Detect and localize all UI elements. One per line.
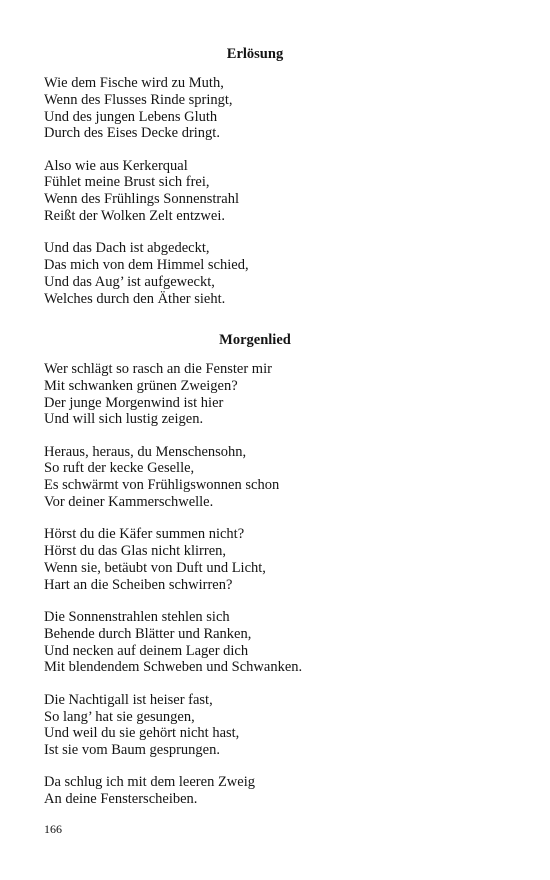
- verse-line: An deine Fensterscheiben.: [44, 791, 198, 808]
- stanza: [44, 526, 504, 593]
- poem-title: Morgenlied: [219, 332, 291, 348]
- verse-line: Das mich von dem Himmel schied,: [44, 257, 249, 274]
- verse-line: Wer schlägt so rasch an die Fenster mir: [44, 361, 272, 377]
- verse-line: Die Nachtigall ist heiser fast,: [44, 691, 213, 708]
- verse-line: Behende durch Blätter und Ranken,: [44, 625, 252, 642]
- verse-line: Fühlet meine Brust sich frei,: [44, 174, 210, 191]
- verse-line: Vor deiner Kammerschwelle.: [44, 494, 214, 511]
- verse-line: Hörst du die Käfer summen nicht?: [44, 526, 245, 543]
- stanza: [44, 774, 504, 808]
- stanza: [44, 361, 504, 428]
- poem-body: [44, 75, 504, 323]
- verse-line: Mit blendendem Schweben und Schwanken.: [44, 659, 303, 676]
- verse-line: Da schlug ich mit dem leeren Zweig: [44, 774, 255, 791]
- verse-line: Reißt der Wolken Zelt entzwei.: [44, 208, 225, 225]
- stanza: [44, 75, 504, 142]
- verse-line: Ist sie vom Baum gesprungen.: [44, 742, 220, 759]
- verse-line: Hörst du das Glas nicht klirren,: [44, 543, 227, 560]
- poem-body: [44, 361, 504, 824]
- stanza: [44, 158, 504, 225]
- verse-line: Und weil du sie gehört nicht hast,: [44, 725, 240, 742]
- verse-line: Mit schwanken grünen Zweigen?: [44, 377, 238, 394]
- verse-line: So lang’ hat sie gesungen,: [44, 708, 195, 725]
- stanza: [44, 692, 504, 759]
- stanza: [44, 240, 504, 307]
- verse-line: Es schwärmt von Frühligswonnen schon: [44, 477, 280, 494]
- verse-line: Wenn des Flusses Rinde springt,: [44, 91, 233, 108]
- verse-line: Welches durch den Äther sieht.: [44, 290, 226, 307]
- verse-line: Heraus, heraus, du Menschensohn,: [44, 443, 247, 460]
- poem-title: Erlösung: [226, 46, 284, 62]
- verse-line: Die Sonnenstrahlen stehlen sich: [44, 609, 230, 626]
- verse-line: Durch des Eises Decke dringt.: [44, 125, 220, 142]
- verse-line: So ruft der kecke Geselle,: [44, 460, 195, 477]
- verse-line: Der junge Morgenwind ist hier: [44, 394, 224, 411]
- page-number: 166: [44, 822, 62, 836]
- verse-line: Und necken auf deinem Lager dich: [44, 642, 249, 659]
- verse-line: Also wie aus Kerkerqual: [44, 157, 188, 174]
- verse-line: Wie dem Fische wird zu Muth,: [44, 75, 224, 91]
- verse-line: Hart an die Scheiben schwirren?: [44, 576, 233, 593]
- verse-line: Und des jungen Lebens Gluth: [44, 108, 218, 125]
- verse-line: Und das Aug’ ist aufgeweckt,: [44, 273, 215, 290]
- verse-line: Und das Dach ist abgedeckt,: [44, 240, 210, 257]
- stanza: [44, 444, 504, 511]
- verse-line: Wenn sie, betäubt von Duft und Licht,: [44, 559, 266, 576]
- verse-line: Wenn des Frühlings Sonnenstrahl: [44, 191, 239, 208]
- verse-line: Und will sich lustig zeigen.: [44, 411, 204, 428]
- stanza: [44, 609, 504, 676]
